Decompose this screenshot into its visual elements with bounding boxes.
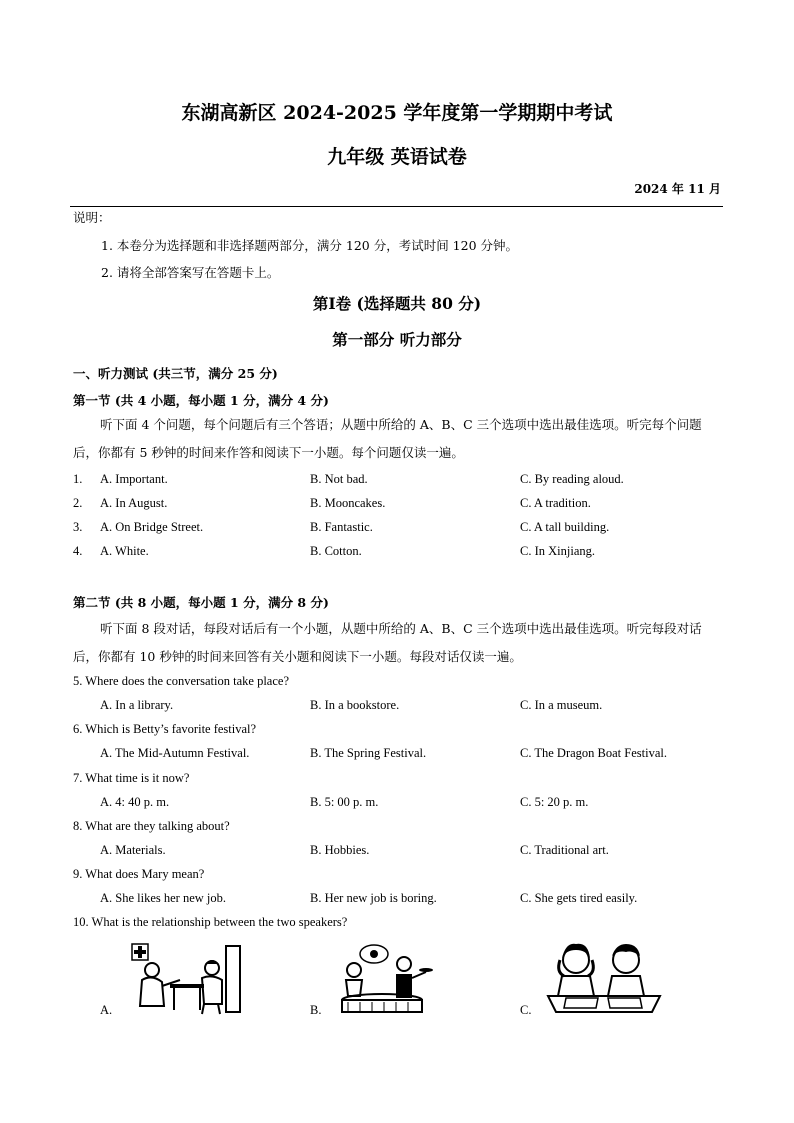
option-b[interactable]: B. Cotton. [310, 544, 362, 558]
note-item-1: 1. 本卷分为选择题和非选择题两部分，满分 120 分，考试时间 120 分钟。 [101, 238, 519, 253]
option-c[interactable]: C. 5: 20 p. m. [520, 795, 589, 809]
classmates-picture[interactable] [542, 938, 666, 1016]
doctor-patient-picture[interactable] [118, 940, 242, 1016]
option-a[interactable]: A. On Bridge Street. [100, 520, 204, 534]
waiter-customer-picture[interactable] [330, 940, 434, 1016]
option-c[interactable]: C. Traditional art. [520, 843, 609, 857]
question-stem: 6. Which is Betty’s favorite festival? [73, 722, 257, 736]
option-c[interactable]: C. A tall building. [520, 520, 610, 534]
option-b[interactable]: B. 5: 00 p. m. [310, 795, 379, 809]
option-c[interactable]: C. She gets tired easily. [520, 891, 638, 905]
option-b[interactable]: B. [310, 1003, 322, 1017]
question-stem: 5. Where does the conversation take place? [73, 674, 289, 688]
option-a[interactable]: A. White. [100, 544, 149, 558]
question-stem: 7. What time is it now? [73, 771, 190, 785]
option-a[interactable]: A. She likes her new job. [100, 891, 227, 905]
notes-label: 说明： [73, 210, 111, 225]
section1-instructions: 听下面 4 个问题，每个问题后有三个答语；从题中所给的 A、B、C 三个选项中选出最佳选项。听完每个问题后，你都有 5 秒钟的时间来作答和阅读下一小题。每个问题仅读一遍。 [73, 417, 702, 460]
listening-heading: 一、听力测试 (共三节，满分 25 分) [73, 366, 278, 381]
option-b[interactable]: B. Fantastic. [310, 520, 373, 534]
question-stem: 10. What is the relationship between the two speakers? [73, 915, 348, 929]
option-a[interactable]: A. The Mid-Autumn Festival. [100, 746, 250, 760]
option-c[interactable]: C. By reading aloud. [520, 472, 624, 486]
option-c[interactable]: C. [520, 1003, 532, 1017]
option-c[interactable]: C. In Xinjiang. [520, 544, 595, 558]
option-b[interactable]: B. Not bad. [310, 472, 368, 486]
option-a[interactable]: A. Important. [100, 472, 168, 486]
exam-subtitle: 九年级 英语试卷 [327, 146, 467, 168]
question-number: 2. [73, 496, 83, 510]
question-stem: 9. What does Mary mean? [73, 867, 205, 881]
option-b[interactable]: B. Hobbies. [310, 843, 370, 857]
option-c[interactable]: C. A tradition. [520, 496, 591, 510]
section2-heading: 第二节 (共 8 小题，每小题 1 分，满分 8 分) [73, 595, 329, 610]
option-b[interactable]: B. The Spring Festival. [310, 746, 427, 760]
question-number: 1. [73, 472, 83, 486]
option-c[interactable]: C. In a museum. [520, 698, 603, 712]
option-b[interactable]: B. Mooncakes. [310, 496, 386, 510]
question-stem: 8. What are they talking about? [73, 819, 230, 833]
option-c[interactable]: C. The Dragon Boat Festival. [520, 746, 667, 760]
option-a[interactable]: A. [100, 1003, 113, 1017]
option-a[interactable]: A. Materials. [100, 843, 166, 857]
volume-title: 第Ⅰ卷 (选择题共 80 分) [312, 294, 482, 313]
option-a[interactable]: A. In a library. [100, 698, 174, 712]
exam-title: 东湖高新区 2024-2025 学年度第一学期期中考试 [181, 102, 613, 124]
section2-instructions: 听下面 8 段对话，每段对话后有一个小题，从题中所给的 A、B、C 三个选项中选出最佳选项。听完每段对话后，你都有 10 秒钟的时间来回答有关小题和阅读下一小题。每段对话仅读一遍。 [73, 621, 702, 664]
exam-date: 2024 年 11 月 [634, 182, 721, 196]
option-b[interactable]: B. In a bookstore. [310, 698, 400, 712]
section1-heading: 第一节 (共 4 小题，每小题 1 分，满分 4 分) [73, 393, 329, 408]
option-b[interactable]: B. Her new job is boring. [310, 891, 437, 905]
option-a[interactable]: A. In August. [100, 496, 168, 510]
header-divider [70, 206, 723, 207]
question-number: 3. [73, 520, 83, 534]
part-title: 第一部分 听力部分 [332, 330, 462, 349]
option-a[interactable]: A. 4: 40 p. m. [100, 795, 170, 809]
question-number: 4. [73, 544, 83, 558]
note-item-2: 2. 请将全部答案写在答题卡上。 [101, 265, 280, 280]
